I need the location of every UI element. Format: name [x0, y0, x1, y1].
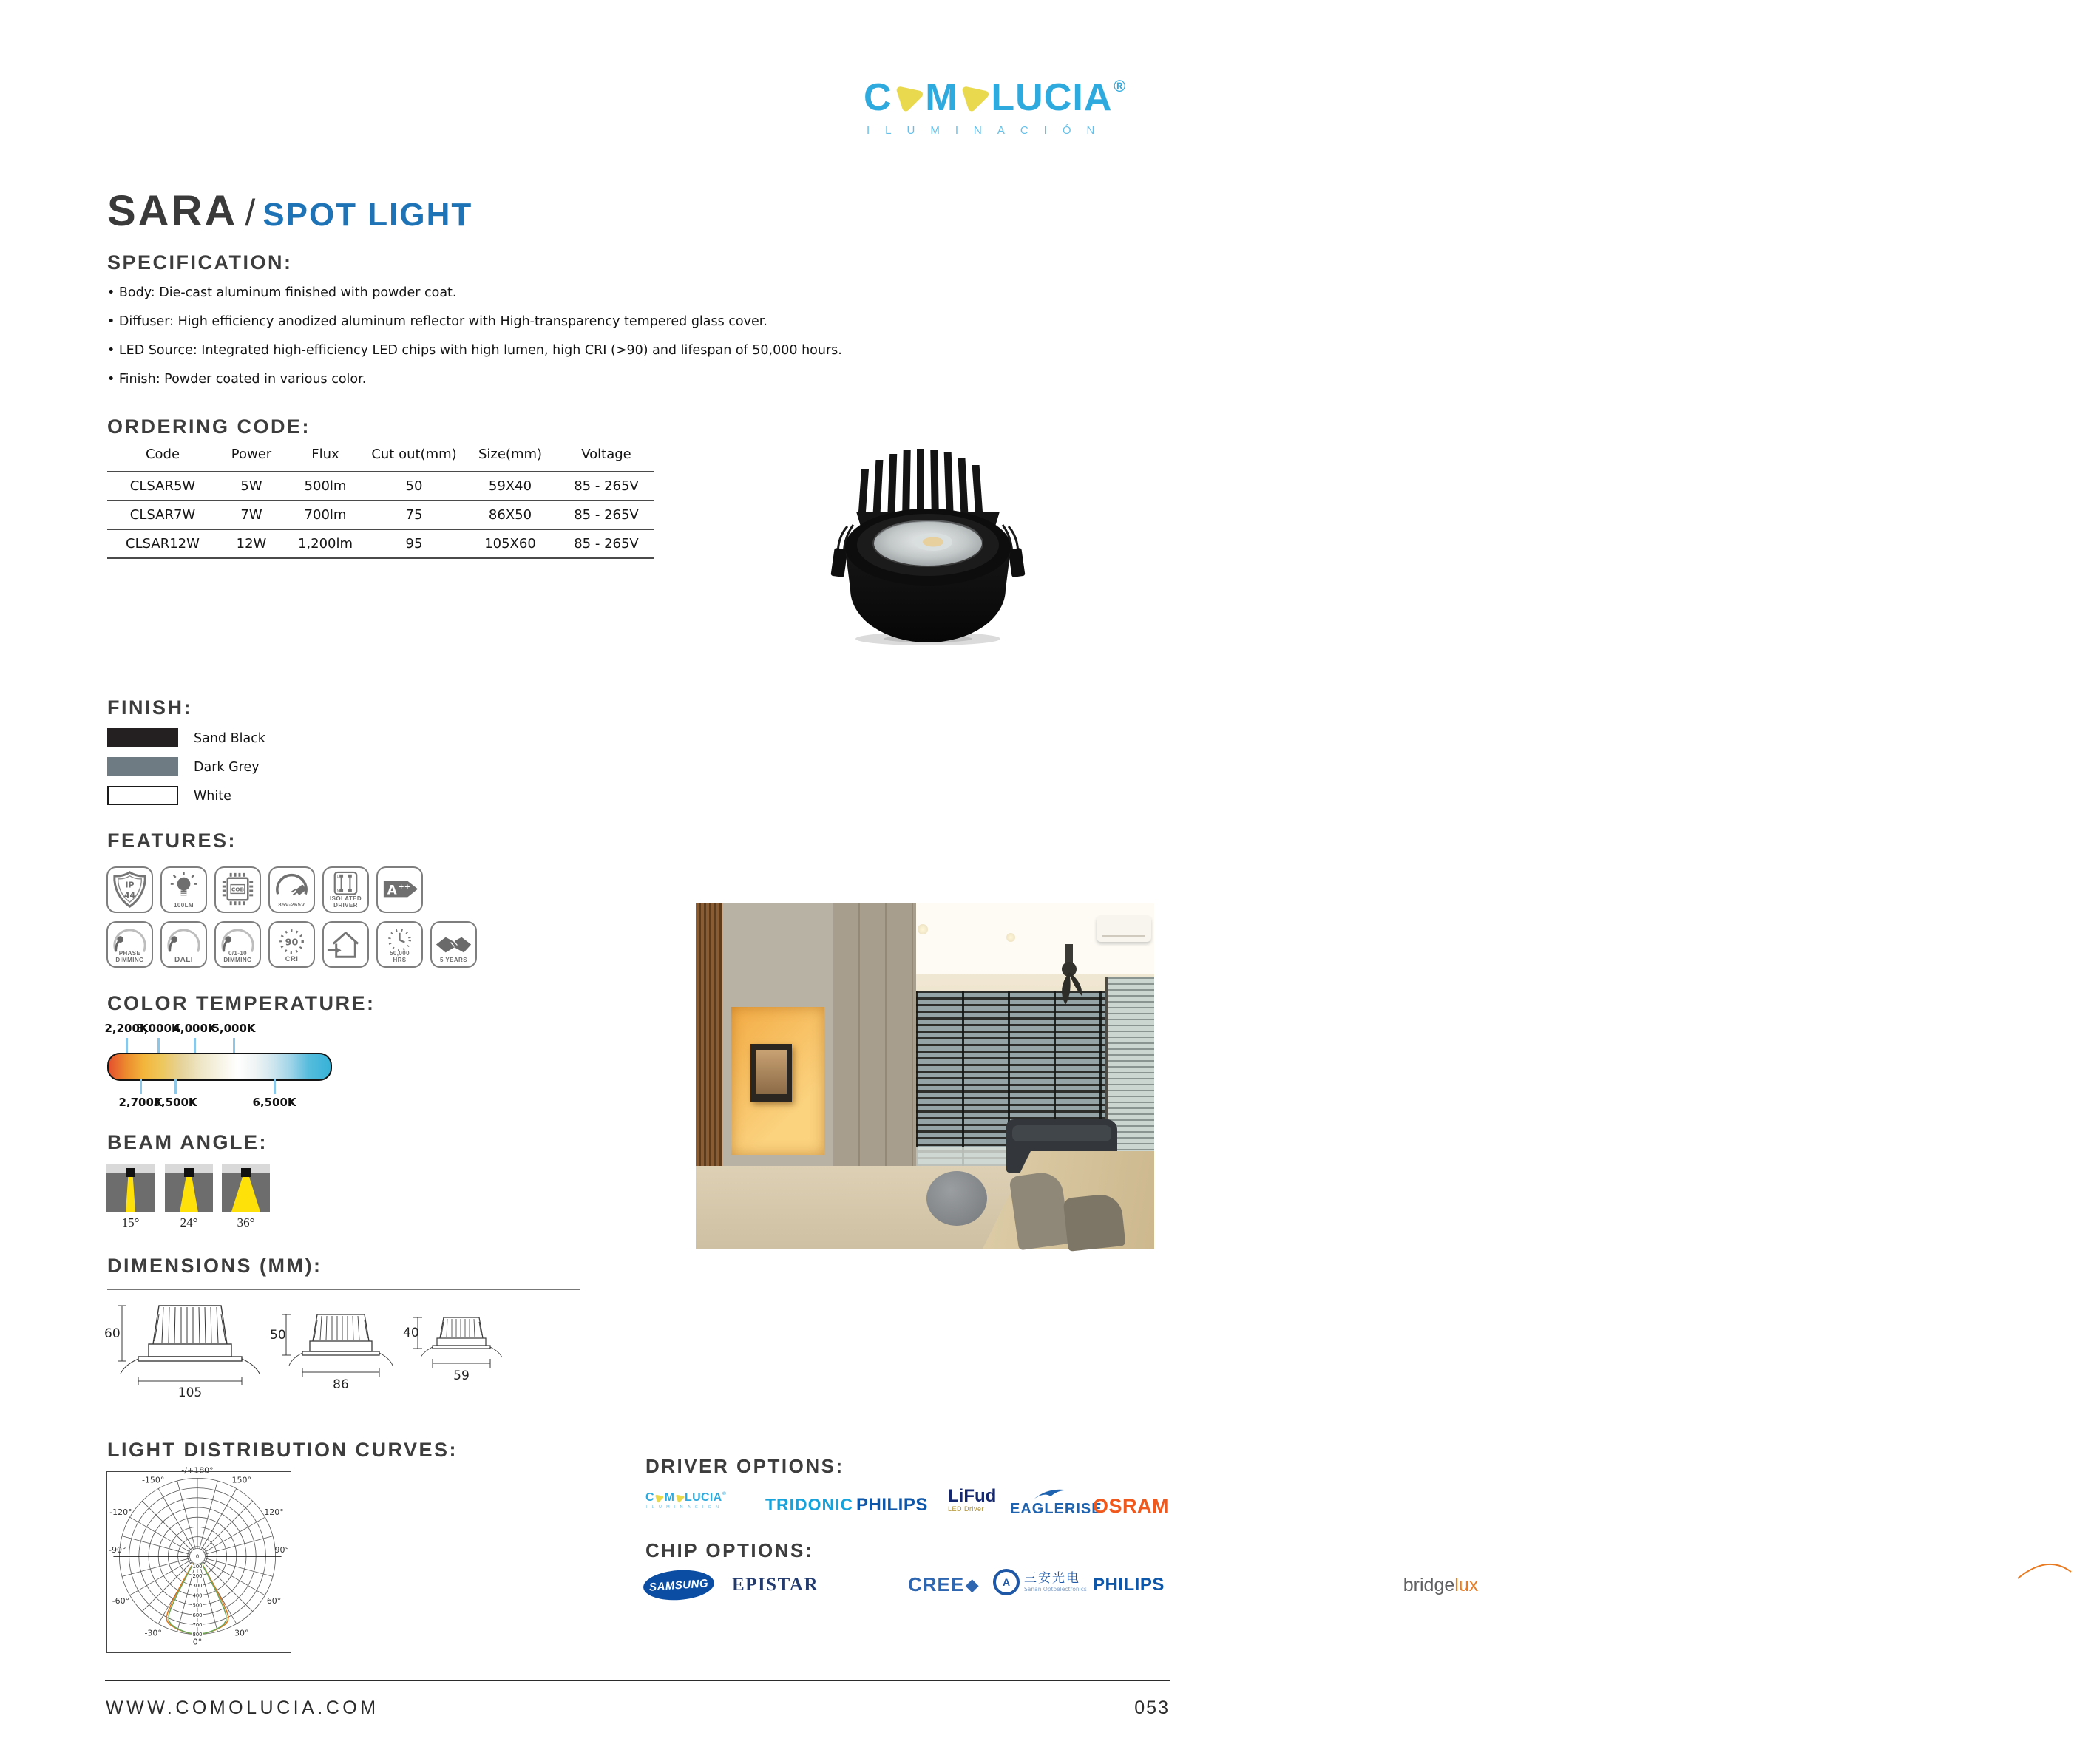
cell: 85 - 265V: [558, 529, 654, 558]
table-row: [107, 529, 654, 558]
driver-brand-eaglerise: EAGLERISE: [1010, 1486, 1102, 1518]
polar-radial-label: 800: [192, 1632, 203, 1638]
dimensions-heading: DIMENSIONS (MM):: [107, 1255, 322, 1277]
logo-letter: C: [700, 1491, 710, 1504]
feature-label: PHASE DIMMING: [115, 950, 144, 964]
polar-angle-label: 30°: [234, 1628, 249, 1638]
polar-radial-label: 700: [192, 1622, 203, 1628]
polar-angle-label: 90°: [274, 1545, 289, 1555]
polar-angle-label: 60°: [266, 1595, 282, 1606]
feature-indoor: [322, 921, 369, 968]
feature-label: 50,000 HRS: [390, 950, 410, 964]
title-separator: /: [245, 192, 256, 234]
photo-pouf: [926, 1171, 987, 1226]
logo-letter: C: [645, 1491, 654, 1504]
cell: 105X60: [462, 529, 558, 558]
photo-ac-vent: [1102, 935, 1145, 937]
col-size: Size(mm): [478, 447, 543, 462]
light-distribution-polar-chart: [106, 1465, 291, 1653]
logo-triangle-icon: [654, 1493, 664, 1503]
finish-label: Sand Black: [194, 731, 265, 746]
chip-brand-bridgelux: bridge lux: [812, 1575, 2070, 1596]
eagle-swoosh-icon: [1030, 1486, 1082, 1501]
registered-mark: ®: [1114, 77, 1126, 95]
feature-label: DALI: [174, 955, 193, 964]
feature-label: 100LM: [174, 902, 194, 909]
logo-letter: A: [1083, 76, 1113, 119]
logo-letter: U: [692, 1491, 701, 1504]
cell: 85 - 265V: [558, 472, 654, 501]
bridgelux-arc-icon: [2016, 1560, 2074, 1579]
ordering-header-row: [107, 444, 654, 472]
specification-heading: SPECIFICATION:: [107, 251, 293, 274]
finish-swatch-dark-grey: [107, 757, 178, 776]
cell: 86X50: [462, 501, 558, 529]
logo-triangle-icon: [893, 82, 925, 113]
dim-width: 86: [333, 1377, 349, 1392]
ct-label-4000k: 4,000K: [172, 1022, 217, 1035]
driver-brand-lifud: LiFud LED Driver: [948, 1486, 997, 1513]
logo-letter: U: [1015, 76, 1044, 119]
feature-dali: [160, 921, 207, 968]
feature-phase-dimming: [106, 921, 153, 968]
driver-brand-comolucia: [645, 1492, 726, 1510]
dim-height: 40: [403, 1326, 419, 1340]
polar-angle-label: 0°: [192, 1637, 203, 1647]
house-arrow-icon: [324, 923, 367, 966]
color-temperature-heading: COLOR TEMPERATURE:: [107, 992, 376, 1014]
cell: 500lm: [285, 472, 366, 501]
ordering-heading: ORDERING CODE:: [107, 415, 311, 438]
table-row: [107, 501, 654, 529]
beam-angle-label: 15°: [121, 1215, 140, 1229]
dimension-drawing-medium: [270, 1309, 410, 1391]
features-heading: FEATURES:: [107, 830, 237, 852]
cell: 85 - 265V: [558, 501, 654, 529]
ct-label-3500k: 3,500K: [153, 1096, 197, 1109]
brand-logo: [864, 78, 1125, 137]
beam-angle-label: 36°: [237, 1215, 255, 1229]
spec-bullet: • Body: Die-cast aluminum finished with powder coat.: [107, 285, 457, 300]
svg-text:L: L: [336, 875, 339, 879]
feature-label: 85V-265V: [278, 900, 305, 908]
feature-5-years: [430, 921, 477, 968]
polar-angle-label: -120°: [109, 1507, 132, 1518]
svg-text:IP: IP: [125, 880, 135, 890]
logo-letter: M: [925, 76, 958, 119]
col-flux: Flux: [311, 447, 339, 462]
brand-logo-wordmark: [645, 1492, 726, 1504]
feature-ip44: [106, 866, 153, 913]
beam-angle-36: [222, 1164, 270, 1212]
beam-angle-24: [165, 1164, 213, 1212]
product-photo-downlight: [821, 438, 1035, 652]
cob-chip-icon: [216, 868, 260, 912]
polar-angle-label: 120°: [264, 1507, 284, 1518]
ct-tick: [126, 1038, 128, 1053]
photo-downlight: [918, 924, 928, 934]
spec-bullet: • Finish: Powder coated in various color.: [107, 372, 367, 387]
registered-mark: ®: [722, 1491, 726, 1496]
driver-options-heading: DRIVER OPTIONS:: [645, 1455, 844, 1477]
ordering-table: [107, 444, 654, 559]
brand-logo-subtitle: ILUMINACIÓN: [646, 1505, 724, 1510]
cell: CLSAR5W: [107, 472, 218, 501]
svg-text:++: ++: [398, 883, 411, 892]
photo-ceiling-fan: [1043, 944, 1095, 1011]
chip-brand-cree: CREE ◆: [908, 1573, 980, 1595]
polar-angle-label: -60°: [112, 1595, 130, 1606]
logo-letter: C: [1043, 76, 1073, 119]
logo-letter: L: [991, 76, 1016, 119]
cell: 700lm: [285, 501, 366, 529]
chip-brand-sanan: A 三安光电 Sanan Optoelectronics: [993, 1569, 1087, 1595]
logo-letter: M: [664, 1491, 675, 1504]
ct-label-3000k: 3,000K: [136, 1022, 180, 1035]
feature-100lm: [160, 866, 207, 913]
polar-angle-label: -90°: [109, 1545, 126, 1555]
footer-website: WWW.COMOLUCIA.COM: [106, 1697, 379, 1718]
photo-picture: [756, 1050, 787, 1094]
beam-angle-label: 24°: [180, 1215, 198, 1229]
logo-triangle-icon: [959, 82, 991, 113]
polar-radial-label: 200: [192, 1573, 203, 1579]
driver-brand-tridonic: TRIDONIC: [765, 1495, 854, 1514]
ct-tick: [174, 1079, 177, 1094]
logo-letter: I: [709, 1491, 714, 1504]
ct-tick: [233, 1038, 235, 1053]
chip-brand-epistar: EPISTAR: [732, 1575, 819, 1595]
sanan-ring-a-icon: A: [993, 1569, 1020, 1595]
col-code: Code: [145, 447, 180, 462]
svg-text:A: A: [387, 882, 397, 898]
polar-radial-label: 400: [192, 1592, 203, 1599]
polar-angle-label: -/+180°: [181, 1465, 214, 1476]
spec-bullet: • LED Source: Integrated high-efficiency LED chips with high lumen, high CRI (>90) and lifespan of 50,000 hours.: [107, 343, 842, 358]
col-cutout: Cut out(mm): [371, 447, 457, 462]
cell: 1,200lm: [285, 529, 366, 558]
ct-tick: [140, 1079, 142, 1094]
feature-label: ISOLATED DRIVER: [329, 895, 362, 909]
logo-letter: L: [685, 1491, 693, 1504]
driver-brand-osram: OSRAM: [1093, 1495, 1169, 1517]
product-name: SARA: [107, 187, 238, 235]
feature-isolated-driver: [322, 866, 369, 913]
cell: 12W: [218, 529, 285, 558]
feature-cob: [214, 866, 261, 913]
photo-air-conditioner: [1097, 915, 1151, 942]
polar-radial-label: 100: [192, 1563, 203, 1570]
ct-label-6500k: 6,500K: [252, 1096, 296, 1109]
feature-energy-class: [376, 866, 423, 913]
logo-letter: C: [864, 76, 892, 119]
page-title: [107, 186, 472, 236]
ct-tick: [157, 1038, 160, 1053]
finish-swatch-white: [107, 786, 178, 805]
feature-label: CRI: [285, 955, 299, 964]
product-category: SPOT LIGHT: [262, 197, 473, 233]
polar-radial-label: 600: [192, 1612, 203, 1618]
polar-angle-label: -150°: [141, 1475, 165, 1485]
finish-swatch-sand-black: [107, 728, 178, 747]
interior-photo: [696, 903, 1154, 1249]
dimension-drawing-large: [100, 1298, 270, 1398]
energy-a-plus-plus-icon: [378, 868, 421, 912]
cell: 7W: [218, 501, 285, 529]
logo-triangle-icon: [675, 1493, 685, 1503]
cell: CLSAR7W: [107, 501, 218, 529]
photo-chair: [1063, 1193, 1125, 1252]
logo-letter: I: [1072, 76, 1084, 119]
photo-downlight: [1006, 933, 1015, 942]
photo-sofa-back: [1012, 1125, 1111, 1141]
svg-text:90: 90: [285, 937, 299, 949]
color-temperature-gradient-bar: [107, 1053, 332, 1081]
chip-options-heading: CHIP OPTIONS:: [645, 1539, 814, 1561]
feature-cri90: [268, 921, 315, 968]
finish-label: Dark Grey: [194, 760, 260, 775]
feature-label: 0/1-10 DIMMING: [223, 950, 252, 964]
feature-label: 5 YEARS: [440, 957, 467, 964]
footer-page-number: 053: [1134, 1697, 1170, 1718]
polar-angle-label: 150°: [231, 1475, 252, 1485]
cree-diamond-icon: ◆: [966, 1575, 980, 1594]
feature-50000-hours: [376, 921, 423, 968]
cell: 5W: [218, 472, 285, 501]
spec-bullet: • Diffuser: High efficiency anodized aluminum reflector with High-transparency tempered glass cover.: [107, 314, 767, 329]
ct-label-5000k: 5,000K: [211, 1022, 256, 1035]
cell: 75: [366, 501, 462, 529]
ct-tick: [194, 1038, 196, 1053]
svg-text:COB: COB: [231, 886, 245, 893]
brand-logo-subtitle: ILUMINACIÓN: [867, 124, 1111, 137]
col-power: Power: [231, 447, 272, 462]
ct-tick: [274, 1079, 276, 1094]
table-row: [107, 472, 654, 501]
logo-letter: A: [713, 1491, 722, 1504]
col-voltage: Voltage: [581, 447, 631, 462]
svg-text:44: 44: [123, 890, 136, 900]
chip-brand-samsung: SAMSUNG: [643, 1568, 716, 1603]
feature-voltage: [268, 866, 315, 913]
feature-0-1-10-dimming: [214, 921, 261, 968]
dim-height: 60: [104, 1326, 121, 1341]
svg-text:N: N: [336, 889, 339, 894]
brand-logo-wordmark: [864, 78, 1125, 117]
finish-heading: FINISH:: [107, 696, 192, 719]
polar-angle-label: -30°: [144, 1628, 162, 1638]
beam-angle-15: [106, 1164, 155, 1212]
dim-width: 105: [177, 1385, 203, 1400]
polar-radial-label: 0: [195, 1553, 200, 1560]
dim-width: 59: [453, 1368, 470, 1383]
dimension-drawing-small: [403, 1313, 521, 1384]
ct-label-2700k: 2,700K: [118, 1096, 163, 1109]
finish-label: White: [194, 789, 231, 804]
light-distribution-heading: LIGHT DISTRIBUTION CURVES:: [107, 1439, 458, 1461]
driver-brand-philips: PHILIPS: [856, 1495, 928, 1515]
footer-rule: [105, 1680, 1170, 1681]
beam-angle-heading: BEAM ANGLE:: [107, 1131, 268, 1153]
photo-picture-frame: [750, 1044, 792, 1102]
ip44-shield-icon: [108, 868, 152, 912]
ct-label-2200k: 2,200K: [104, 1022, 149, 1035]
chip-brand-philips: PHILIPS: [1093, 1575, 1165, 1595]
cell: 95: [366, 529, 462, 558]
cell: CLSAR12W: [107, 529, 218, 558]
dim-height: 50: [270, 1328, 286, 1343]
cell: 59X40: [462, 472, 558, 501]
cell: 50: [366, 472, 462, 501]
polar-radial-label: 500: [192, 1602, 203, 1609]
polar-radial-label: 300: [192, 1583, 203, 1590]
divider: [107, 1289, 580, 1290]
